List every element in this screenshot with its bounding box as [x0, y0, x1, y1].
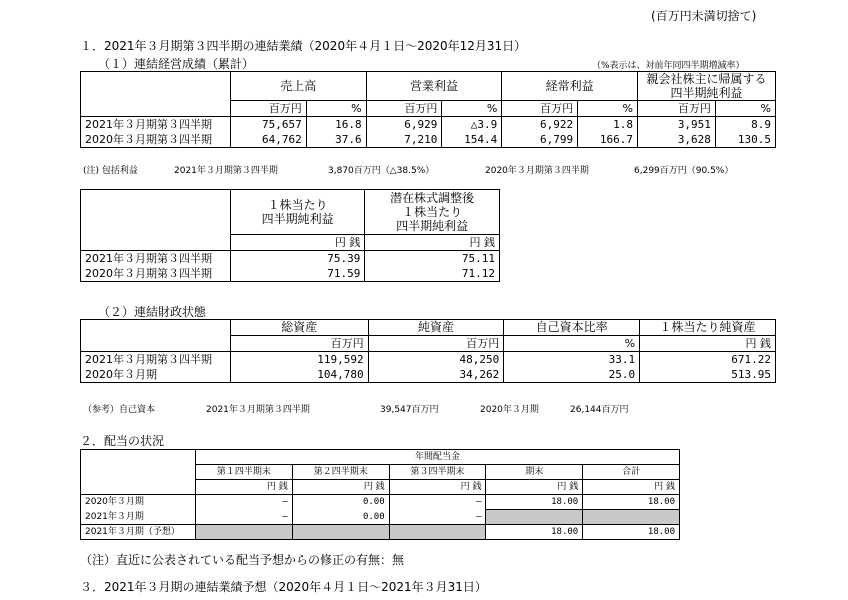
value-cell: 18.00	[583, 525, 680, 540]
unit-cell: 円 銭	[365, 235, 500, 251]
table-row	[81, 266, 500, 282]
comp-note-label: (注) 包括利益	[83, 166, 138, 176]
row-label: 2021年３月期第３四半期	[81, 352, 231, 368]
unit-cell: 円 銭	[583, 480, 680, 495]
shaded-cell	[389, 525, 486, 540]
header-equity-ratio: 自己資本比率	[504, 320, 640, 336]
header-q1-end: 第１四半期末	[195, 465, 292, 480]
table-row	[81, 495, 680, 510]
eps-header-line: １株当たり	[267, 198, 328, 212]
unit-cell: %	[442, 101, 502, 117]
diluted-eps-header-line: １株当たり	[402, 205, 463, 219]
table-row	[81, 352, 776, 368]
value-cell: 671.22	[640, 352, 776, 368]
unit-cell: 円 銭	[389, 480, 486, 495]
value-cell: 18.00	[583, 495, 680, 510]
value-cell: 6,799	[502, 132, 578, 148]
unit-cell: 円 銭	[486, 480, 583, 495]
value-cell: 3,951	[637, 117, 715, 133]
header-net-assets: 純資産	[368, 320, 504, 336]
sub2-title: （２）連結財政状態	[98, 305, 207, 319]
value-cell: 33.1	[504, 352, 640, 368]
value-cell: 104,780	[230, 367, 368, 383]
row-label: 2021年３月期（予想）	[81, 525, 196, 540]
value-cell: 7,210	[366, 132, 442, 148]
section1-title: １．2021年３月期第３四半期の連結業績（2020年４月１日～2020年12月31日）	[80, 39, 527, 53]
value-cell: 75.39	[230, 251, 365, 267]
value-cell: 0.00	[292, 510, 389, 525]
value-cell: 513.95	[640, 367, 776, 383]
value-cell: 16.8	[306, 117, 366, 133]
ref-note-cur-period: 2021年３月期第３四半期	[206, 405, 310, 415]
row-label: 2020年３月期	[81, 495, 196, 510]
unit-cell: %	[306, 101, 366, 117]
section2-title: ２．配当の状況	[80, 434, 165, 448]
sub1-title: （１）連結経営成績（累計）	[98, 57, 255, 71]
header-total-assets: 総資産	[230, 320, 368, 336]
unit-cell: 円 銭	[640, 336, 776, 352]
ref-note-label: （参考）自己資本	[83, 405, 156, 415]
value-cell: 119,592	[230, 352, 368, 368]
header-ordinary-profit: 経常利益	[502, 72, 638, 101]
value-cell: 48,250	[368, 352, 504, 368]
value-cell: 18.00	[486, 495, 583, 510]
dividend-note: （注）直近に公表されている配当予想からの修正の有無：無	[80, 553, 405, 567]
row-label: 2021年３月期	[81, 510, 196, 525]
header-annual-dividend: 年間配当金	[195, 450, 679, 465]
value-cell: 130.5	[715, 132, 775, 148]
value-cell: 0.00	[292, 495, 389, 510]
header-q2-end: 第２四半期末	[292, 465, 389, 480]
row-label: 2020年３月期第３四半期	[81, 132, 231, 148]
unit-note: (百万円未満切捨て)	[651, 9, 757, 23]
row-label: 2020年３月期	[81, 367, 231, 383]
value-cell: 71.59	[230, 266, 365, 282]
comp-note-cur-value: 3,870百万円（△38.5%）	[328, 166, 435, 176]
table-row	[81, 117, 776, 133]
value-cell: ―	[389, 510, 486, 525]
table-row	[81, 367, 776, 383]
section3-title: ３．2021年３月期の連結業績予想（2020年４月１日～2021年３月31日）	[80, 580, 487, 594]
value-cell: 37.6	[306, 132, 366, 148]
operating-results-table	[80, 71, 776, 148]
comp-note-prev-value: 6,299百万円（90.5%）	[634, 166, 734, 176]
value-cell: 154.4	[442, 132, 502, 148]
diluted-eps-header-line: 四半期純利益	[396, 219, 469, 233]
value-cell: ―	[195, 510, 292, 525]
ref-note-prev-value: 26,144百万円	[570, 405, 629, 415]
table-row	[81, 525, 680, 540]
eps-table	[80, 189, 500, 282]
diluted-eps-header-line: 潜在株式調整後	[390, 191, 475, 205]
unit-cell: 百万円	[230, 101, 306, 117]
unit-cell: %	[715, 101, 775, 117]
value-cell: 8.9	[715, 117, 775, 133]
table-row	[81, 510, 680, 525]
value-cell: △3.9	[442, 117, 502, 133]
value-cell: 1.8	[578, 117, 638, 133]
header-sales: 売上高	[230, 72, 366, 101]
value-cell: 64,762	[230, 132, 306, 148]
unit-cell: 円 銭	[292, 480, 389, 495]
unit-cell: 百万円	[502, 101, 578, 117]
ref-note-prev-period: 2020年３月期	[480, 405, 539, 415]
value-cell: 166.7	[578, 132, 638, 148]
header-q3-end: 第３四半期末	[389, 465, 486, 480]
header-operating-profit: 営業利益	[366, 72, 502, 101]
header-net-income-1: 親会社株主に帰属する	[637, 72, 775, 87]
comp-note-prev-period: 2020年３月期第３四半期	[485, 166, 589, 176]
header-net-income-2: 四半期純利益	[637, 86, 775, 101]
value-cell: 3,628	[637, 132, 715, 148]
ref-note-cur-value: 39,547百万円	[380, 405, 439, 415]
pct-note: （%表示は、対前年同四半期増減率）	[592, 61, 745, 71]
table-row	[81, 132, 776, 148]
unit-cell: 百万円	[230, 336, 368, 352]
value-cell: 71.12	[365, 266, 500, 282]
row-label: 2021年３月期第３四半期	[81, 117, 231, 133]
unit-cell: 百万円	[366, 101, 442, 117]
comp-note-cur-period: 2021年３月期第３四半期	[174, 166, 278, 176]
shaded-cell	[583, 510, 680, 525]
value-cell: 6,929	[366, 117, 442, 133]
header-total: 合計	[583, 465, 680, 480]
shaded-cell	[195, 525, 292, 540]
unit-cell: %	[504, 336, 640, 352]
dividend-table	[80, 449, 680, 540]
value-cell: ―	[389, 495, 486, 510]
value-cell: ―	[195, 495, 292, 510]
unit-cell: 円 銭	[230, 235, 365, 251]
value-cell: 18.00	[486, 525, 583, 540]
row-label: 2021年３月期第３四半期	[81, 251, 231, 267]
row-label: 2020年３月期第３四半期	[81, 266, 231, 282]
shaded-cell	[486, 510, 583, 525]
financial-position-table	[80, 319, 776, 383]
eps-header-line: 四半期純利益	[261, 212, 334, 226]
value-cell: 75.11	[365, 251, 500, 267]
unit-cell: %	[578, 101, 638, 117]
value-cell: 6,922	[502, 117, 578, 133]
unit-cell: 百万円	[637, 101, 715, 117]
value-cell: 34,262	[368, 367, 504, 383]
table-row	[81, 251, 500, 267]
header-bps: １株当たり純資産	[640, 320, 776, 336]
shaded-cell	[292, 525, 389, 540]
unit-cell: 円 銭	[195, 480, 292, 495]
header-year-end: 期末	[486, 465, 583, 480]
value-cell: 25.0	[504, 367, 640, 383]
unit-cell: 百万円	[368, 336, 504, 352]
value-cell: 75,657	[230, 117, 306, 133]
